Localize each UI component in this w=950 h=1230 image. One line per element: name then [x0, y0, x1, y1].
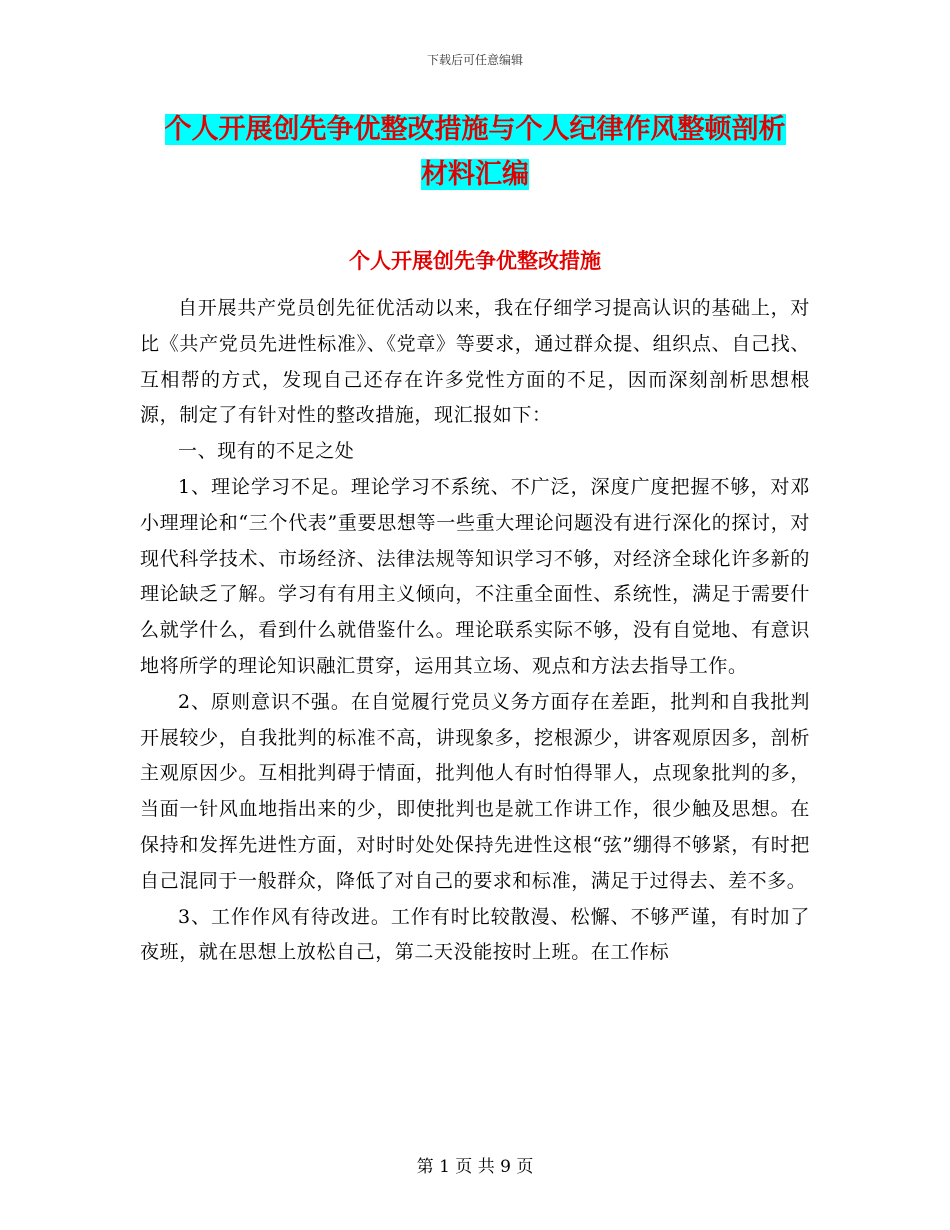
page-header-note: 下载后可任意编辑 [426, 53, 523, 67]
document-title [140, 107, 810, 197]
paragraph-item-2: 2、原则意识不强。在自觉履行党员义务方面存在差距，批判和自我批判开展较少，自我批判的标准不高，讲现象多，挖根源少，讲客观原因多，剖析主观原因少。互相批判碍于情面，批判他人有时怕得罪人，点现象批判的多，当面一针风血地指出来的少，即使批判也是就工作讲工作，很少触及思想。在保持和发挥先进性方面，对时时处处保持先进性这根“弦”绷得不够紧，有时把自己混同于一般群众，降低了对自己的要求和标准，满足于过得去、差不多。 [140, 690, 810, 892]
paragraph-intro: 自开展共产党员创先征优活动以来，我在仔细学习提高认识的基础上，对比《共产党员先进性标准》、《党章》等要求，通过群众提、组织点、自己找、互相帮的方式，发现自己还存在许多党性方面的不足，因而深刻剖析思想根源，制定了有针对性的整改措施，现汇报如下： [140, 297, 810, 427]
section-title: 个人开展创先争优整改措施 [349, 248, 601, 273]
paragraph-item-1: 1、理论学习不足。理论学习不系统、不广泛，深度广度把握不够，对邓小理理论和“三个代表”重要思想等一些重大理论问题没有进行深化的探讨，对现代科学技术、市场经济、法律法规等知识学习不够，对经济全球化许多新的理论缺乏了解。学习有有用主义倾向，不注重全面性、系统性，满足于需要什么就学什么，看到什么就借鉴什么。理论联系实际不够，没有自觉地、有意识地将所学的理论知识融汇贯穿，运用其立场、观点和方法去指导工作。 [140, 475, 810, 677]
page-footer-page-number: 第 1 页 共 9 页 [416, 1157, 534, 1177]
paragraph-item-3: 3、工作作风有待改进。工作有时比较散漫、松懈、不够严谨，有时加了夜班，就在思想上放松自己，第二天没能按时上班。在工作标 [140, 905, 810, 964]
paragraph-heading-shortcomings: 一、现有的不足之处 [178, 440, 355, 463]
document-title-line-1: 个人开展创先争优整改措施与个人纪律作风整顿剖析 [164, 114, 786, 145]
document-title-line-2: 材料汇编 [421, 159, 529, 190]
document-body [140, 291, 810, 971]
